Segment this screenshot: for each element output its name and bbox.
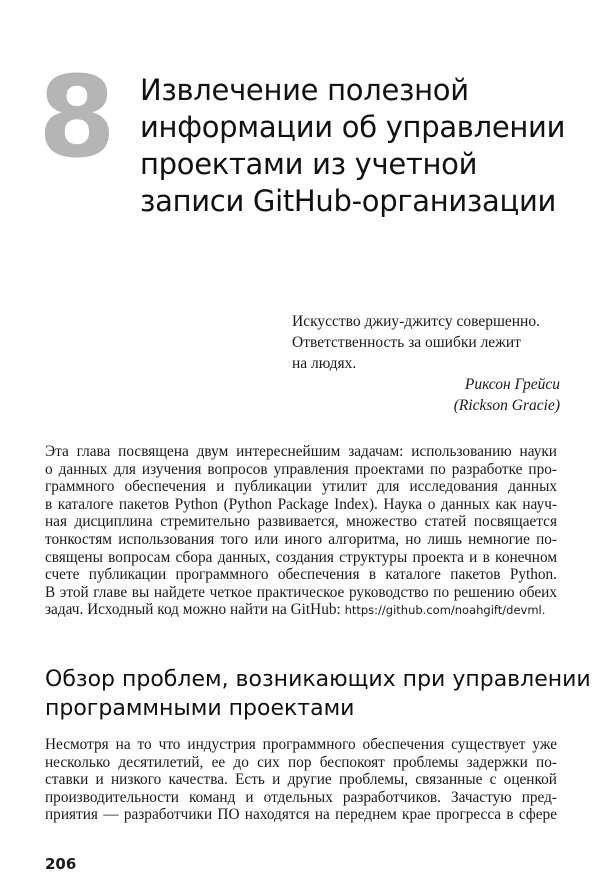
source-code-link[interactable]: https://github.com/noahgift/devml. [344,603,546,618]
text-line: несколько десятилетий, ее до сих пор беспокоят проблемы задержки по- [45,753,557,771]
text-line: граммного обеспечения и публикации утилит для исследования данных [45,478,557,496]
text-line-last [45,601,557,620]
text-line: производительности команд и отдельных разработчиков. Зачастую пред- [45,788,557,806]
chapter-title [140,72,580,220]
epigraph-line: Ответственность за ошибки лежит [292,334,521,351]
chapter-title-line: информации об управлении [140,110,566,144]
epigraph-author-latin: (Rickson Gracie) [453,397,560,414]
text-line: Эта глава посвящена двум интереснейшим задачам: использованию науки [45,443,557,460]
text-line: Несмотря на то что индустрия программного обеспечения существует уже [45,736,557,753]
page-number: 206 [45,855,77,873]
text-line: в каталоге пакетов Python (Python Package Index). Наука о данных как науч- [45,495,557,513]
section-heading [45,665,591,723]
chapter-title-line: Извлечение полезной [140,73,469,107]
text-line: тонкостям использования того или иного алгоритма, но лишь немногие по- [45,530,557,548]
text-line: В этой главе вы найдете четкое практическое руководство по решению обеих [45,583,557,601]
epigraph-author: Риксон Грейси [464,376,560,393]
epigraph-line: на людях. [292,355,357,372]
text-line: ставки и низкого качества. Есть и другие проблемы, связанные с оценкой [45,771,557,789]
chapter-number: 8 [38,53,116,183]
chapter-title-line: записи GitHub-организации [140,184,557,218]
text-line: приятия — разработчики ПО находятся на переднем крае прогресса в сфере [45,806,557,824]
text-line: ная дисциплина стремительно развивается, множество статей посвящается [45,513,557,531]
intro-paragraph [45,443,557,620]
chapter-title-line: проектами из учетной [140,147,478,181]
text-line: священы вопросам сбора данных, создания структуры проекта и в конечном [45,548,557,566]
section-heading-line: Обзор проблем, возникающих при управлении [45,667,591,692]
text-line: счете публикации программного обеспечения в каталоге пакетов Python. [45,566,557,584]
epigraph-line: Искусство джиу-джитсу совершенно. [292,313,540,330]
text-line-content: задач. Исходный код можно найти на GitHub: [45,601,345,619]
epigraph [292,311,560,416]
section-paragraph [45,736,557,824]
section-heading-line: программными проектами [45,696,355,721]
text-line: о данных для изучения вопросов управления проектами по разработке про- [45,460,557,478]
